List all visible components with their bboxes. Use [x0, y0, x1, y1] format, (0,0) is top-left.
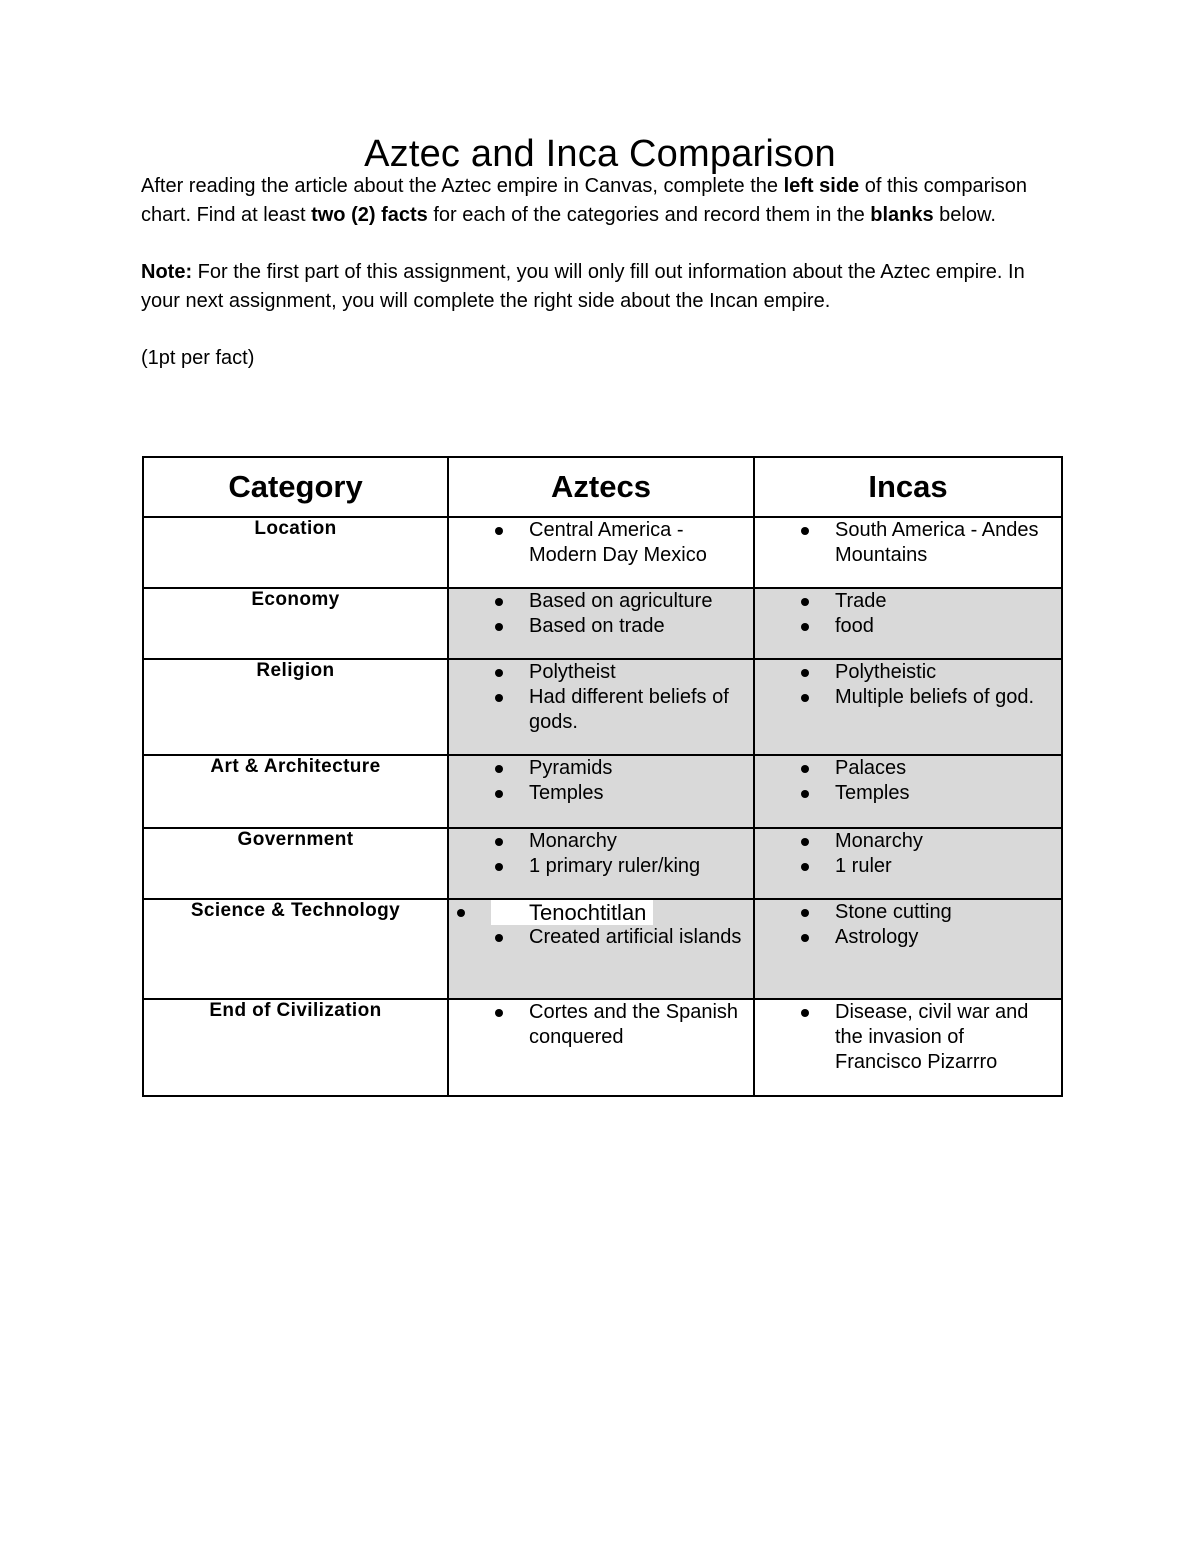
incas-cell	[754, 517, 1062, 588]
aztecs-cell	[448, 659, 754, 755]
category-cell: Government	[143, 828, 448, 899]
incas-fact-list	[755, 756, 1061, 814]
aztecs-cell	[448, 999, 754, 1096]
table-row	[143, 899, 1062, 999]
fact-item: Temples	[529, 781, 743, 806]
fact-item: South America - Andes Mountains	[835, 518, 1051, 568]
table-row	[143, 828, 1062, 899]
table-row	[143, 999, 1062, 1096]
table-row	[143, 517, 1062, 588]
table-header-row	[143, 457, 1062, 517]
instructions	[141, 172, 1061, 373]
incas-cell	[754, 588, 1062, 659]
fact-item: Trade	[835, 589, 1051, 614]
fact-item: Based on agriculture	[529, 589, 743, 614]
fact-item: Tenochtitlan	[491, 900, 653, 925]
fact-item: food	[835, 614, 1051, 639]
category-cell: Location	[143, 517, 448, 588]
aztecs-fact-list	[449, 756, 753, 814]
instructions-paragraph	[141, 172, 1061, 230]
aztecs-fact-list	[449, 589, 753, 647]
fact-item: Central America - Modern Day Mexico	[529, 518, 743, 568]
aztecs-fact-list	[449, 900, 753, 958]
fact-item: Multiple beliefs of god.	[835, 685, 1051, 710]
header-category: Category	[143, 457, 448, 517]
aztecs-fact-list	[449, 660, 753, 743]
incas-fact-list	[755, 660, 1061, 718]
aztecs-cell	[448, 899, 754, 999]
comparison-table	[142, 456, 1063, 1097]
aztecs-cell	[448, 517, 754, 588]
incas-cell	[754, 659, 1062, 755]
aztecs-cell	[448, 755, 754, 828]
fact-item: Polytheist	[529, 660, 743, 685]
incas-fact-list	[755, 518, 1061, 576]
table-row	[143, 659, 1062, 755]
instruction-text: for each of the categories and record them in the	[427, 204, 871, 226]
emphasis-text: blanks	[870, 204, 934, 226]
fact-item: Disease, civil war and the invasion of Francisco Pizarrro	[835, 1000, 1051, 1075]
fact-item: Stone cutting	[835, 900, 1051, 925]
fact-item: Temples	[835, 781, 1051, 806]
category-cell: Religion	[143, 659, 448, 755]
aztecs-cell	[448, 588, 754, 659]
fact-item: Created artificial islands	[529, 926, 742, 948]
incas-fact-list	[755, 1000, 1061, 1083]
aztecs-fact-list	[449, 518, 753, 576]
instruction-text: After reading the article about the Aztec empire in Canvas, complete the	[141, 175, 784, 197]
fact-item: Monarchy	[835, 829, 1051, 854]
category-cell: Economy	[143, 588, 448, 659]
fact-item: Astrology	[835, 925, 1051, 950]
incas-cell	[754, 999, 1062, 1096]
fact-item: 1 primary ruler/king	[529, 854, 743, 879]
emphasis-text: two (2) facts	[311, 204, 428, 226]
page-title: Aztec and Inca Comparison	[364, 133, 836, 176]
incas-cell	[754, 755, 1062, 828]
emphasis-text: left side	[783, 175, 860, 197]
note-text: For the first part of this assignment, you will only fill out information about the Aztec empire. In your next assignment, you will complete the right side about the Incan empire.	[141, 261, 1025, 312]
fact-item: Palaces	[835, 756, 1051, 781]
aztecs-fact-list	[449, 1000, 753, 1058]
category-cell: Science & Technology	[143, 899, 448, 999]
note-paragraph	[141, 258, 1061, 316]
aztecs-cell	[448, 828, 754, 899]
fact-item: Cortes and the Spanish conquered	[529, 1000, 743, 1050]
aztecs-fact-list	[449, 829, 753, 887]
category-cell: Art & Architecture	[143, 755, 448, 828]
fact-item: Had different beliefs of gods.	[529, 685, 743, 735]
category-cell: End of Civilization	[143, 999, 448, 1096]
incas-fact-list	[755, 829, 1061, 887]
fact-item: Pyramids	[529, 756, 743, 781]
fact-item: Based on trade	[529, 614, 743, 639]
instruction-text: below.	[933, 204, 996, 226]
incas-cell	[754, 828, 1062, 899]
instruction-text: of this comparison chart. Find at least	[141, 175, 1028, 226]
fact-item: Monarchy	[529, 829, 743, 854]
incas-fact-list	[755, 589, 1061, 647]
points-note: (1pt per fact)	[141, 347, 255, 369]
incas-fact-list	[755, 900, 1061, 958]
table-row	[143, 755, 1062, 828]
note-label: Note:	[141, 261, 193, 283]
header-aztecs: Aztecs	[448, 457, 754, 517]
fact-item: Polytheistic	[835, 660, 1051, 685]
fact-item: 1 ruler	[835, 854, 1051, 879]
table-row	[143, 588, 1062, 659]
incas-cell	[754, 899, 1062, 999]
header-incas: Incas	[754, 457, 1062, 517]
